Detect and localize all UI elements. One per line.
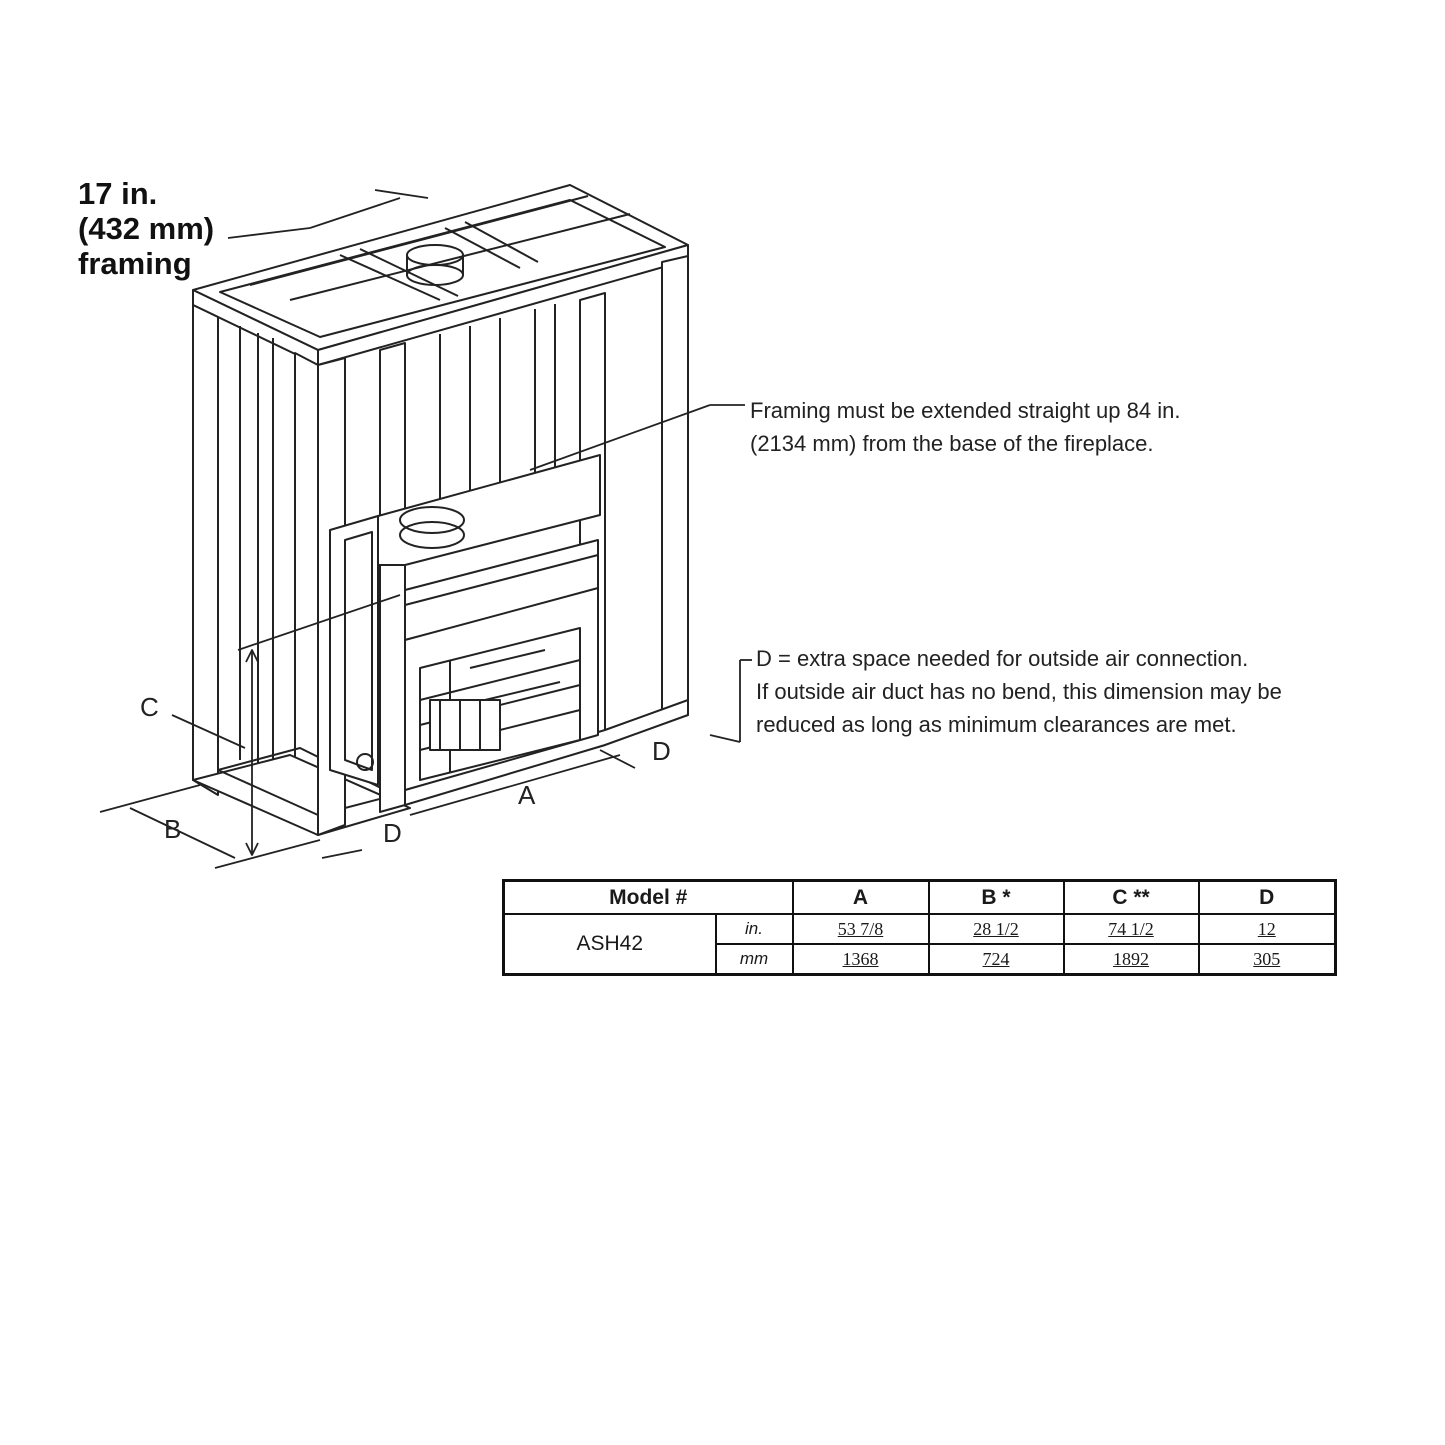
table-row <box>504 914 1336 944</box>
dim-label-c: C <box>140 692 159 722</box>
framing-label-line1: 17 in. <box>78 176 158 211</box>
header-model: Model # <box>504 881 793 915</box>
d-note-line1: D = extra space needed for outside air connection. <box>756 646 1249 671</box>
value-d-mm: 305 <box>1199 944 1336 975</box>
header-c: C ** <box>1064 881 1199 915</box>
value-c-mm: 1892 <box>1064 944 1199 975</box>
value-b-in: 28 1/2 <box>929 914 1064 944</box>
value-d-in: 12 <box>1199 914 1336 944</box>
value-b-mm: 724 <box>929 944 1064 975</box>
dim-label-d-left: D <box>383 818 402 848</box>
framing-extend-line2: (2134 mm) from the base of the fireplace. <box>750 431 1154 456</box>
d-note-line2: If outside air duct has no bend, this dimension may be <box>756 679 1282 704</box>
table-header-row <box>504 881 1336 915</box>
d-note-callout <box>756 642 1282 741</box>
d-note-line3: reduced as long as minimum clearances are met. <box>756 712 1237 737</box>
dimensions-table <box>502 879 1337 976</box>
framing-width-label <box>78 176 214 281</box>
dim-label-b: B <box>164 814 182 844</box>
header-a: A <box>793 881 929 915</box>
model-cell: ASH42 <box>504 914 716 975</box>
header-b: B * <box>929 881 1064 915</box>
unit-in: in. <box>716 914 793 944</box>
framing-label-line2: (432 mm) <box>78 211 215 246</box>
value-c-in: 74 1/2 <box>1064 914 1199 944</box>
framing-label-line3: framing <box>78 246 192 281</box>
header-d: D <box>1199 881 1336 915</box>
dim-label-d-right: D <box>652 736 671 766</box>
fireplace-unit <box>330 455 600 790</box>
unit-mm: mm <box>716 944 793 975</box>
framing-extend-line1: Framing must be extended straight up 84 in. <box>750 398 1181 423</box>
framing-extend-callout <box>750 394 1180 460</box>
value-a-in: 53 7/8 <box>793 914 929 944</box>
dim-label-a: A <box>518 780 536 810</box>
value-a-mm: 1368 <box>793 944 929 975</box>
